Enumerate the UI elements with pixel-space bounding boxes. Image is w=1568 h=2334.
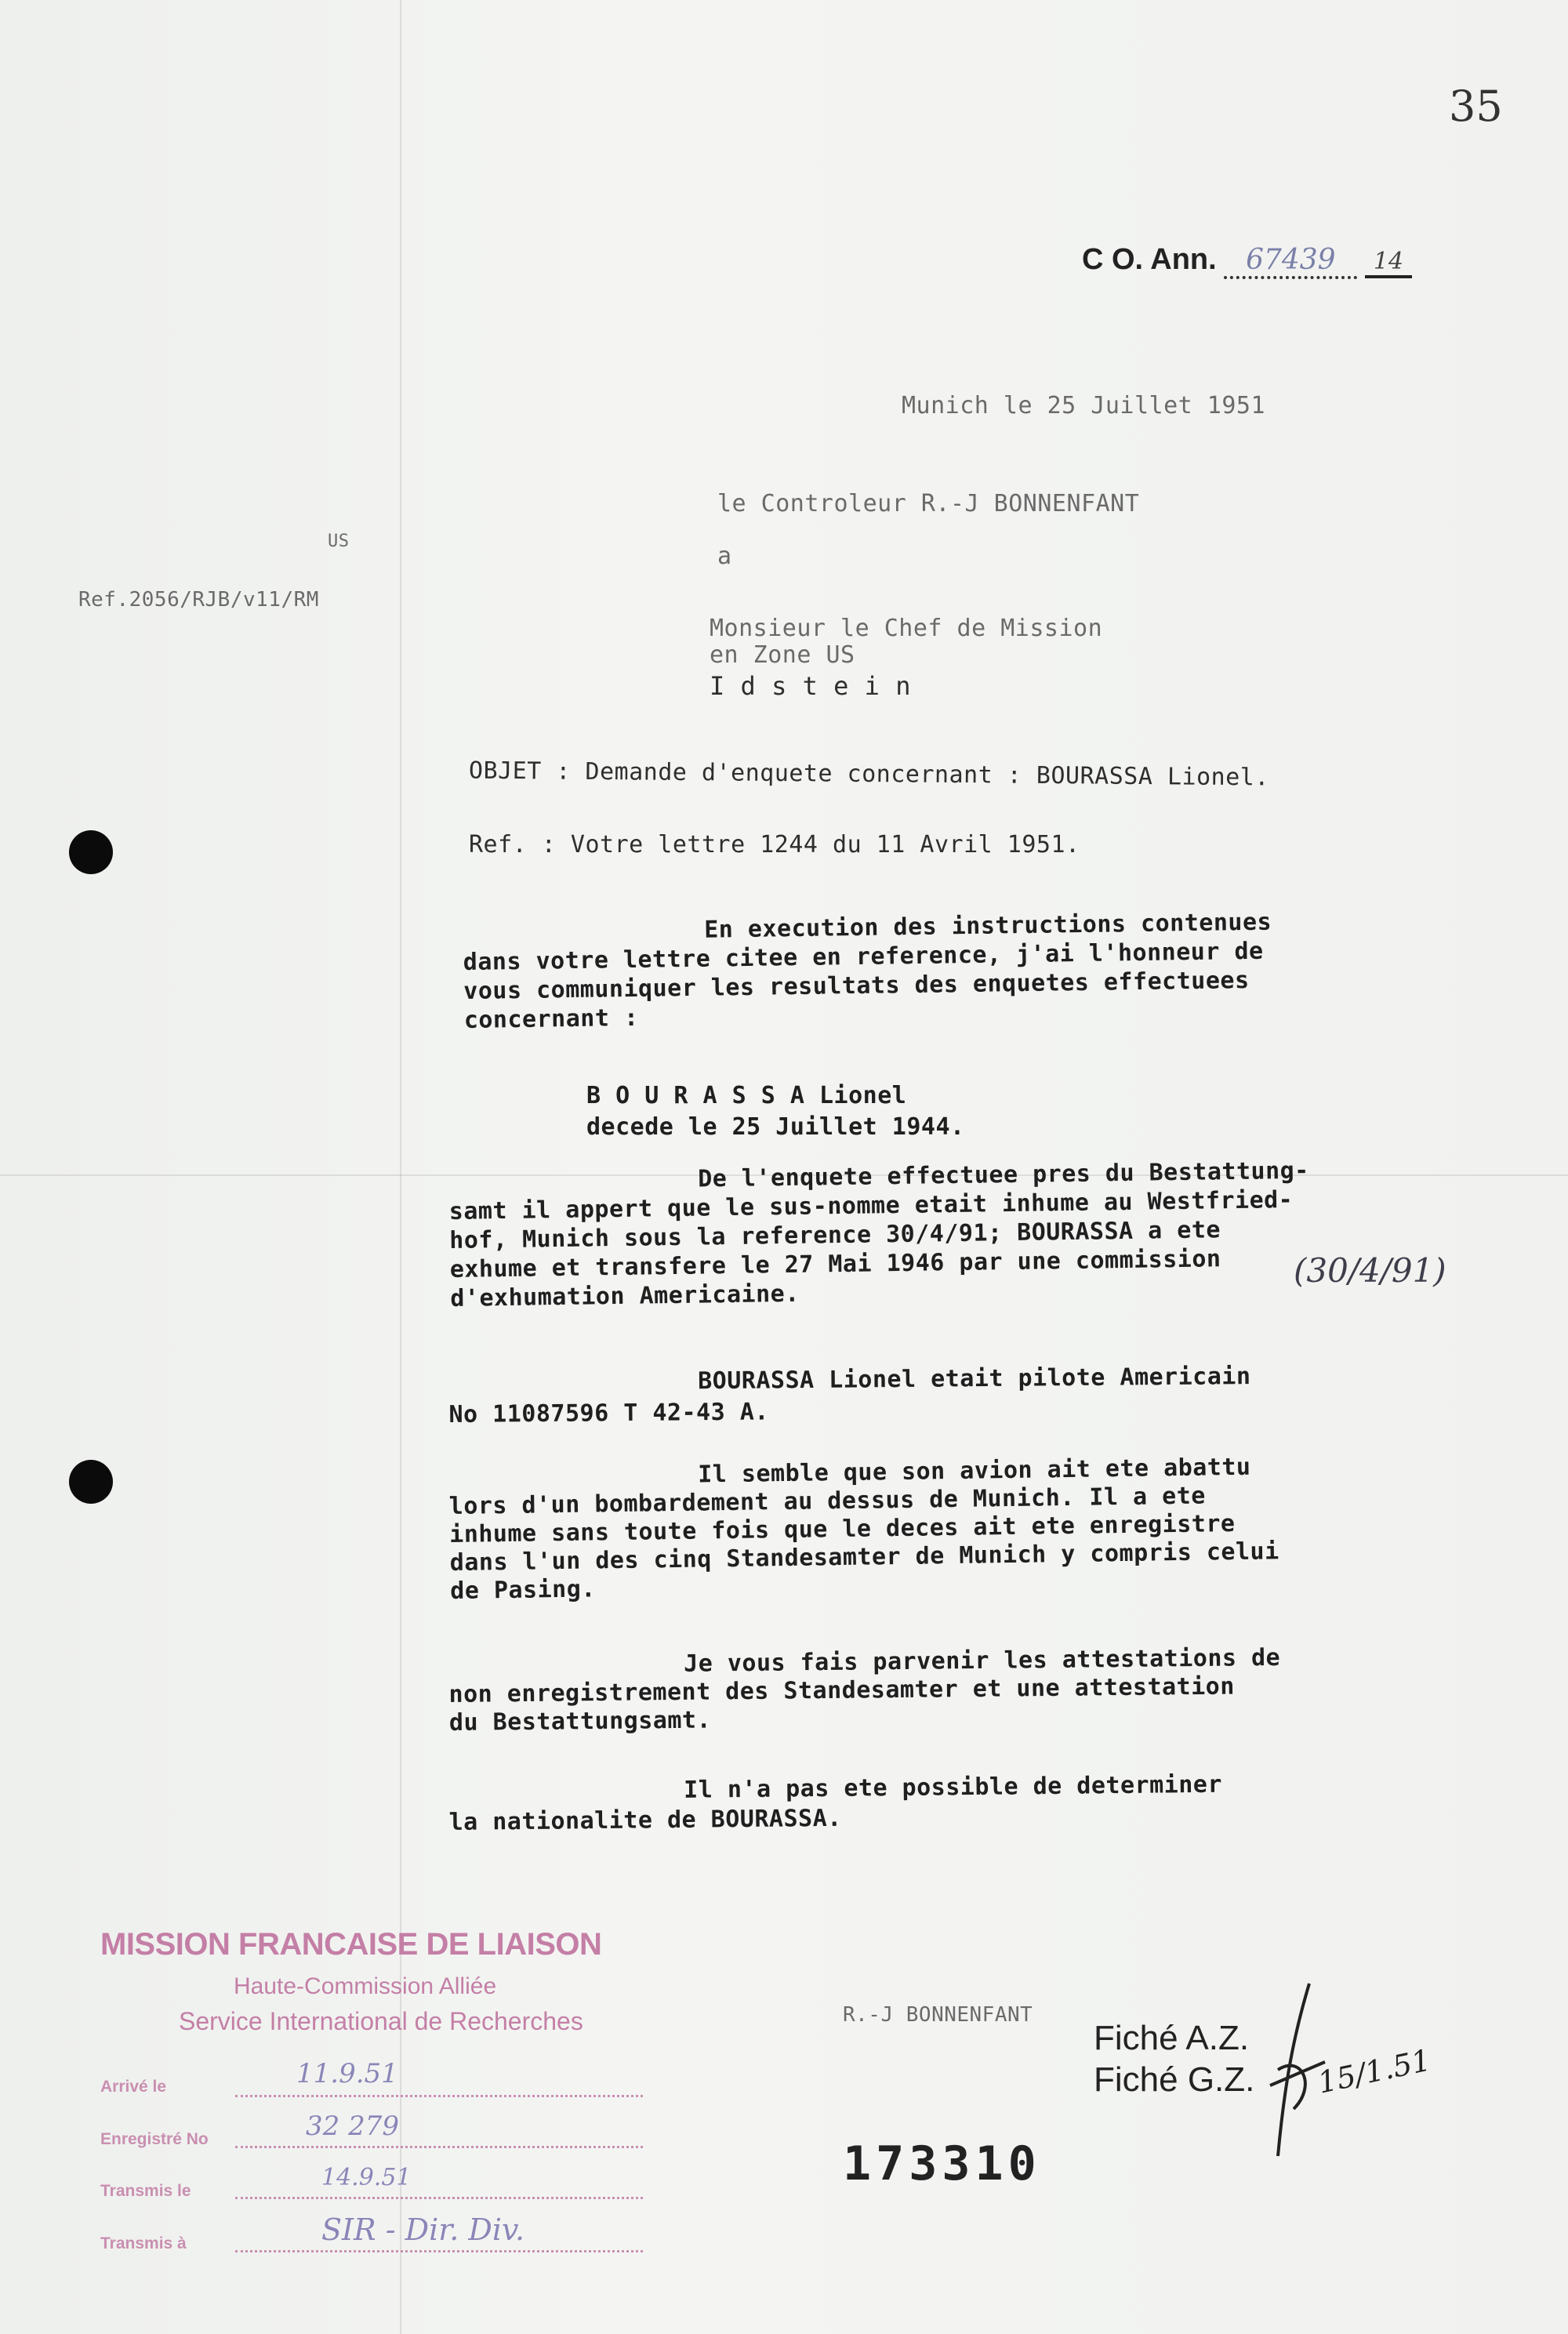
text-line: Je vous fais parvenir les attestations de xyxy=(683,1643,1281,1678)
paragraph-1 xyxy=(463,908,1273,1035)
recipient-line: en Zone US xyxy=(710,641,855,669)
fiche-gz: Fiché G.Z. xyxy=(1094,2060,1255,2099)
dateline: Munich le 25 Juillet 1951 xyxy=(902,392,1266,419)
stamp-row-label: Enregistré No xyxy=(100,2130,209,2148)
text-line: De l'enquete effectuee pres du Bestattung- xyxy=(697,1156,1309,1193)
stamp-row-value: 14.9.51 xyxy=(321,2164,412,2191)
stamp-title: MISSION FRANCAISE DE LIAISON xyxy=(100,1927,602,1962)
text-line: lors d'un bombardement au dessus de Munich. Il a ete xyxy=(448,1482,1207,1520)
signature-scribble-icon xyxy=(1254,1976,1348,2164)
text-line: samt il appert que le sus-nomme etait inhume au Westfried- xyxy=(448,1185,1294,1225)
stamp-row-value: SIR - Dir. Div. xyxy=(321,2212,525,2247)
text-line: No 11087596 T 42-43 A. xyxy=(448,1398,770,1428)
page-number: 35 xyxy=(1449,82,1503,131)
reference-line: Ref. : Votre lettre 1244 du 11 Avril 1951. xyxy=(469,831,1080,858)
stamp-row-line xyxy=(235,2250,643,2252)
text-line: En execution des instructions contenues xyxy=(703,908,1272,944)
recipient-line: Monsieur le Chef de Mission xyxy=(710,615,1103,642)
text-line: vous communiquer les resultats des enquetes effectuees xyxy=(463,966,1250,1005)
stamp-row-line xyxy=(235,2095,643,2097)
reference-code: Ref.2056/RJB/v11/RM xyxy=(78,588,319,612)
text-line: decede le 25 Juillet 1944. xyxy=(586,1113,965,1141)
stamp-row-label: Arrivé le xyxy=(100,2078,167,2096)
sender-line: le Controleur R.-J BONNENFANT xyxy=(717,490,1140,517)
paragraph-6 xyxy=(448,1770,1223,1838)
text-line: exhume et transfere le 27 Mai 1946 par une commission xyxy=(449,1245,1221,1283)
signature: R.-J BONNENFANT xyxy=(843,2003,1033,2027)
header-reference xyxy=(1082,243,1412,279)
text-line: Il semble que son avion ait ete abattu xyxy=(697,1453,1251,1489)
text-line: concernant : xyxy=(463,1004,639,1034)
fiche-az: Fiché A.Z. xyxy=(1094,2019,1250,2057)
recipient-line: I d s t e i n xyxy=(710,671,911,701)
text-line: la nationalite de BOURASSA. xyxy=(448,1804,842,1836)
text-line: inhume sans toute fois que le deces ait ete enregistre xyxy=(449,1509,1236,1548)
text-line: de Pasing. xyxy=(450,1575,597,1605)
paragraph-5 xyxy=(448,1644,1281,1737)
punch-hole xyxy=(69,1460,113,1504)
stamp-row-value: 11.9.51 xyxy=(296,2058,398,2089)
text-line: BOURASSA Lionel etait pilote Americain xyxy=(698,1363,1251,1396)
stamp-row-label: Transmis à xyxy=(100,2234,187,2252)
stamp-row-label: Transmis le xyxy=(100,2182,191,2200)
archive-number: 173310 xyxy=(843,2136,1041,2191)
subject-block xyxy=(586,1080,965,1143)
text-line: d'exhumation Americaine. xyxy=(450,1280,800,1312)
stamp-subtitle: Haute-Commission Alliée xyxy=(234,1973,497,1999)
stamp-row-value: 32 279 xyxy=(306,2111,399,2142)
stamp-subtitle: Service International de Recherches xyxy=(179,2007,583,2035)
fiche-initials: 15/1.51 xyxy=(1315,2042,1434,2100)
header-ref-label: C O. Ann. xyxy=(1082,243,1217,276)
handwritten-annotation: (30/4/91) xyxy=(1294,1251,1446,1290)
paragraph-3 xyxy=(448,1361,1251,1431)
text-line: hof, Munich sous la reference 30/4/91; BOURASSA a ete xyxy=(449,1216,1221,1254)
text-line: Il n'a pas ete possible de determiner xyxy=(683,1770,1223,1804)
paragraph-4 xyxy=(448,1453,1279,1606)
punch-hole xyxy=(69,830,113,874)
stamp-row-line xyxy=(235,2146,643,2148)
text-line: B O U R A S S A Lionel xyxy=(586,1082,907,1109)
to-word: a xyxy=(717,543,732,570)
paragraph-2 xyxy=(448,1156,1311,1313)
text-line: du Bestattungsamt. xyxy=(448,1706,712,1737)
subject-line: OBJET : Demande d'enquete concernant : BOURASSA Lionel. xyxy=(468,757,1270,792)
header-ref-suffix: 14 xyxy=(1365,248,1412,278)
text-line: non enregistrement des Standesamter et une attestation xyxy=(448,1672,1236,1708)
header-ref-number: 67439 xyxy=(1224,244,1357,279)
office-mark: US xyxy=(328,532,350,551)
text-line: dans l'un des cinq Standesamter de Munich y compris celui xyxy=(449,1537,1279,1577)
text-line: dans votre lettre citee en reference, j'ai l'honneur de xyxy=(463,937,1264,976)
stamp-row-line xyxy=(235,2197,643,2199)
